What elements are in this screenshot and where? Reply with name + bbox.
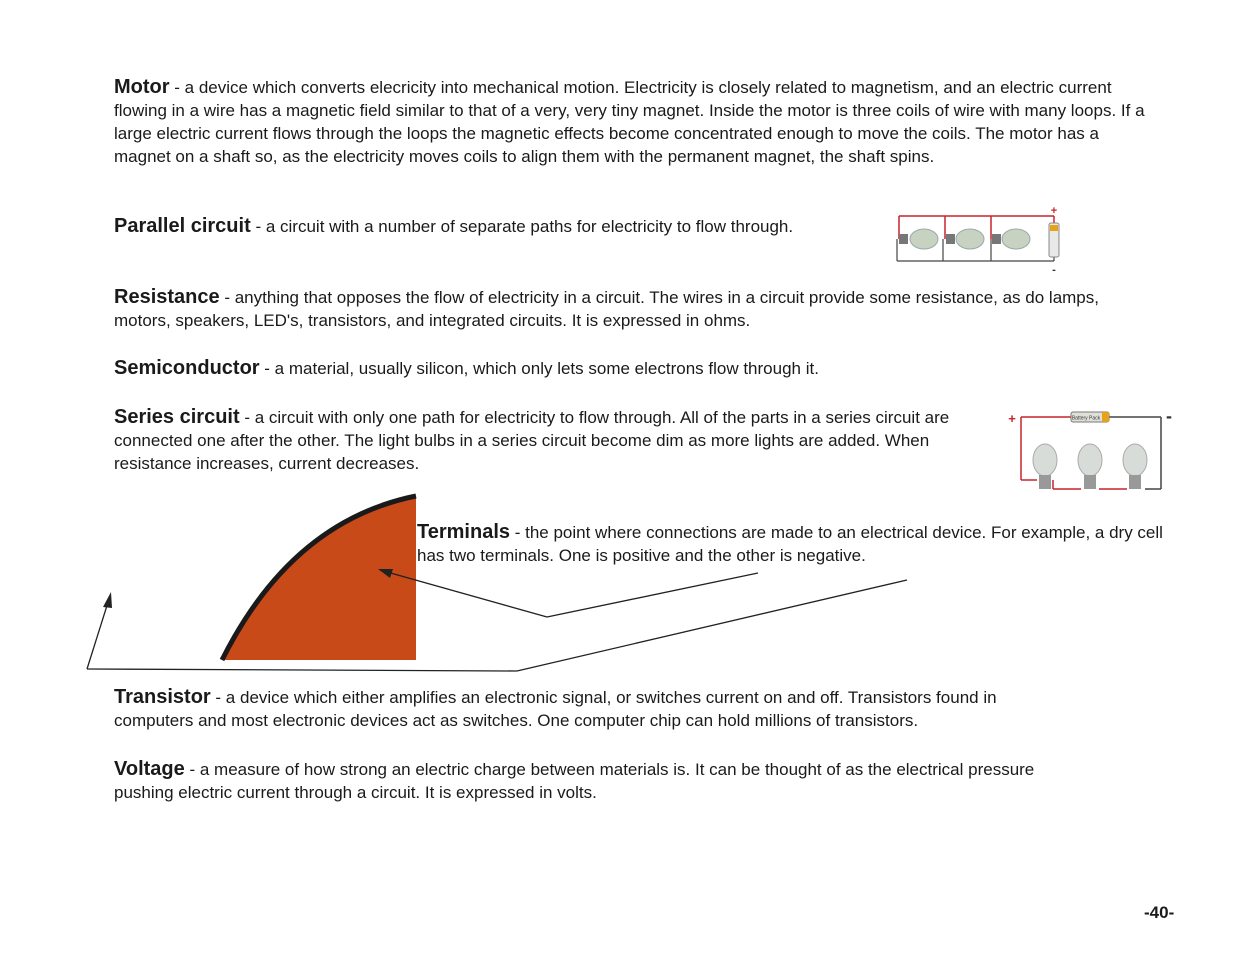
entry-voltage [114,758,1059,804]
definition-motor: - a device which converts elecricity into mechanical motion. Electricity is closely related to magnetism, and an electric current flowing in a wire has a magnetic field similar to that of a very, very tiny magnet. Inside the motor is three coils of wire with many loops. If a large electric current flows through the loops the magnetic effects become concentrated enough to move the coils. The motor has a magnet on a shaft so, as the electricity moves coils to align them with the permanent magnet, the shaft spins. [114,78,1145,166]
entry-parallel-circuit [114,215,874,238]
definition-parallel-circuit: - a circuit with a number of separate paths for electricity to flow through. [250,217,794,236]
term-terminals: Terminals [417,521,510,543]
definition-voltage: - a measure of how strong an electric charge between materials is. It can be thought of as the electrical pressure pushing electric current through a circuit. It is expressed in volts. [114,760,1035,802]
series-circuit-diagram [1005,405,1175,495]
definition-transistor: - a device which either amplifies an electronic signal, or switches current on and off. Transistors found in computers and most electronic devices act as switches. One computer chip can hold millions of transistors. [114,688,997,730]
series-minus-label: - [1166,406,1172,426]
bulb-icon [946,229,984,249]
parallel-plus-label: + [1050,205,1058,217]
term-motor: Motor [114,76,170,98]
term-resistance: Resistance [114,286,220,308]
bulb-icon [1123,444,1147,489]
entry-semiconductor [114,357,1159,380]
definition-terminals: - the point where connections are made to an electrical device. For example, a dry cell has two terminals. One is positive and the other is negative. [417,523,1163,565]
entry-series-circuit [114,406,994,475]
parallel-circuit-diagram [893,203,1068,276]
entry-resistance [114,286,1159,332]
term-transistor: Transistor [114,686,211,708]
definition-resistance: - anything that opposes the flow of electricity in a circuit. The wires in a circuit provide some resistance, as do lamps, motors, speakers, LED's, transistors, and integrated circuits. It is expressed in ohms. [114,288,1099,330]
entry-terminals [417,521,1187,567]
term-semiconductor: Semiconductor [114,357,260,379]
arrow-head [103,592,112,608]
arrow-head [378,569,393,578]
term-parallel-circuit: Parallel circuit [114,215,251,237]
battery-pack-icon [1071,412,1109,422]
bulb-icon [899,229,938,249]
series-plus-label: + [1008,411,1016,426]
battery-pack-label: Battery Pack [1071,415,1101,422]
entry-motor [114,76,1159,168]
entry-transistor [114,686,1074,732]
term-series-circuit: Series circuit [114,406,240,428]
page-number: -40- [1144,903,1175,922]
terminal-cap-shape [222,496,416,660]
bulb-icon [1078,444,1102,489]
bulb-icon [992,229,1030,249]
definition-series-circuit: - a circuit with only one path for electricity to flow through. All of the parts in a series circuit are connected one after the other. The light bulbs in a series circuit become dim as more lights are added. When resistance increases, current decreases. [114,408,950,473]
battery-icon [1049,223,1059,257]
definition-semiconductor: - a material, usually silicon, which only lets some electrons flow through it. [259,359,819,378]
parallel-minus-label: - [1052,264,1056,276]
term-voltage: Voltage [114,758,185,780]
